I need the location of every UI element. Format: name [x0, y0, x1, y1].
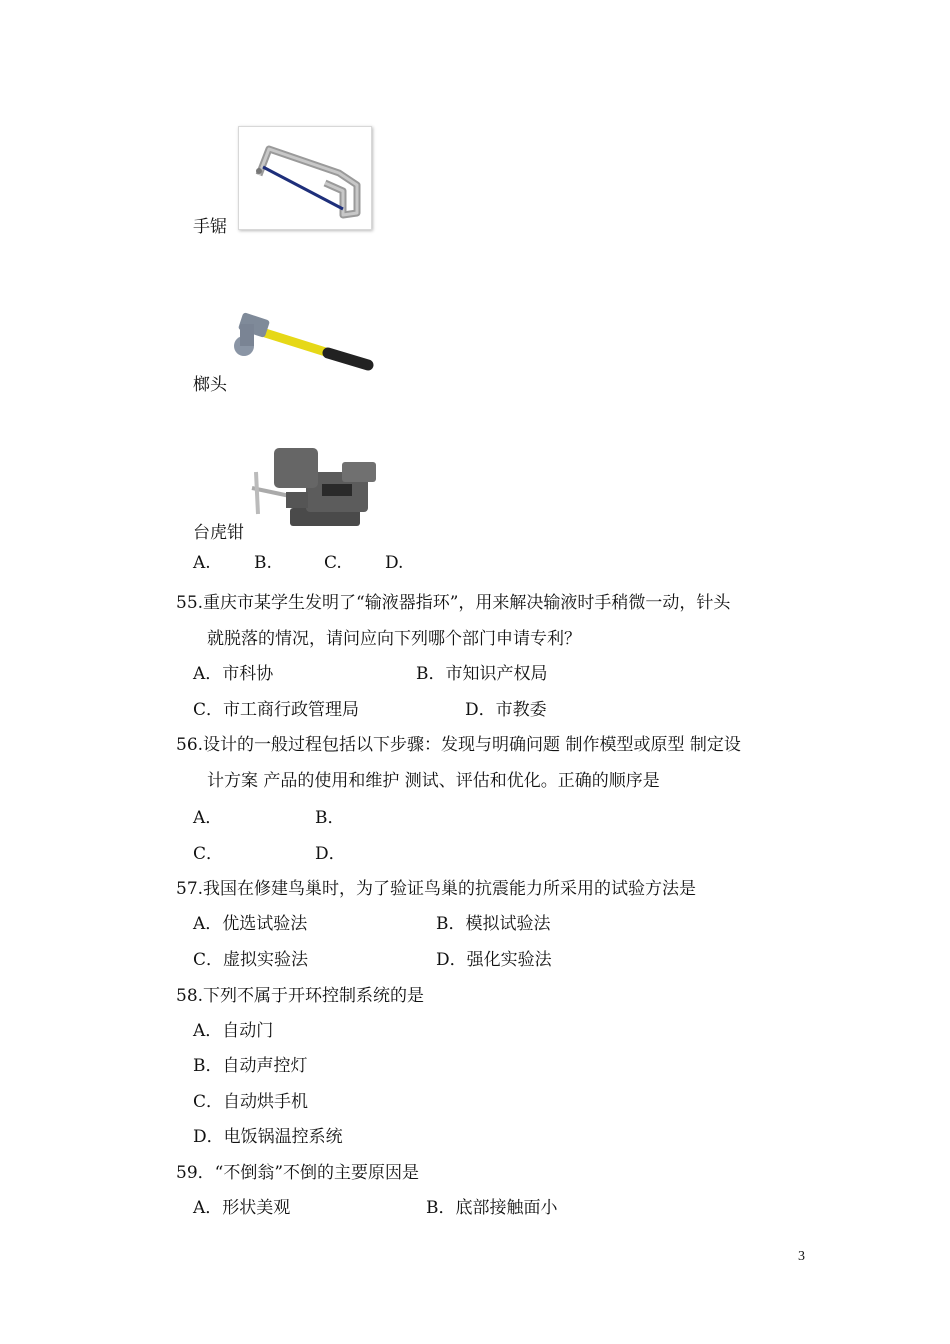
- q55-stem-line1: 55.重庆市某学生发明了“输液器指环”，用来解决输液时手稍微一动，针头: [176, 593, 731, 613]
- q54-option-c: C.: [324, 553, 342, 573]
- hammer-image: [232, 310, 374, 374]
- q58-option-c: C．自动烘手机: [193, 1092, 309, 1112]
- q58-option-b: B．自动声控灯: [193, 1056, 308, 1076]
- q59-option-a: A．形状美观: [193, 1198, 291, 1218]
- q57-option-d: D．强化实验法: [436, 950, 552, 970]
- q58-option-d: D．电饭锅温控系统: [193, 1127, 343, 1147]
- q59-option-b: B．底部接触面小: [426, 1198, 558, 1218]
- q55-option-a: A．市科协: [193, 664, 274, 684]
- q54-option-b: B.: [254, 553, 272, 573]
- q56-stem-line1: 56.设计的一般过程包括以下步骤：发现与明确问题 制作模型或原型 制定设: [176, 735, 741, 755]
- q57-option-a: A．优选试验法: [193, 914, 308, 934]
- q56-stem-line2: 计方案 产品的使用和维护 测试、评估和优化。正确的顺序是: [207, 771, 660, 791]
- tool-label-bench-vise: 台虎钳: [193, 523, 244, 543]
- hammer-icon: [232, 310, 374, 374]
- bench-vise-icon: [246, 444, 384, 530]
- q56-option-c: C．: [193, 844, 224, 864]
- bench-vise-image: [246, 444, 384, 530]
- q56-option-a: A．: [193, 808, 223, 828]
- q57-option-b: B．模拟试验法: [436, 914, 551, 934]
- q57-option-c: C．虚拟实验法: [193, 950, 309, 970]
- hacksaw-icon: [239, 127, 371, 229]
- hacksaw-image: [238, 126, 372, 230]
- q56-option-d: D．: [315, 844, 346, 864]
- q57-stem: 57.我国在修建鸟巢时，为了验证鸟巢的抗震能力所采用的试验方法是: [176, 879, 697, 899]
- q54-option-d: D.: [385, 553, 404, 573]
- q58-option-a: A．自动门: [193, 1021, 274, 1041]
- q55-option-d: D．市教委: [465, 700, 547, 720]
- q54-option-a: A.: [193, 553, 211, 573]
- q55-option-b: B．市知识产权局: [416, 664, 548, 684]
- tool-label-hammer: 榔头: [193, 375, 227, 395]
- q59-stem: 59．“不倒翁”不倒的主要原因是: [176, 1163, 420, 1183]
- q56-option-b: B．: [315, 808, 345, 828]
- q58-stem: 58.下列不属于开环控制系统的是: [176, 986, 425, 1006]
- q55-stem-line2: 就脱落的情况，请问应向下列哪个部门申请专利？: [207, 629, 581, 649]
- q55-option-c: C．市工商行政管理局: [193, 700, 360, 720]
- page-number: 3: [798, 1249, 805, 1264]
- tool-label-hacksaw: 手锯: [193, 217, 227, 237]
